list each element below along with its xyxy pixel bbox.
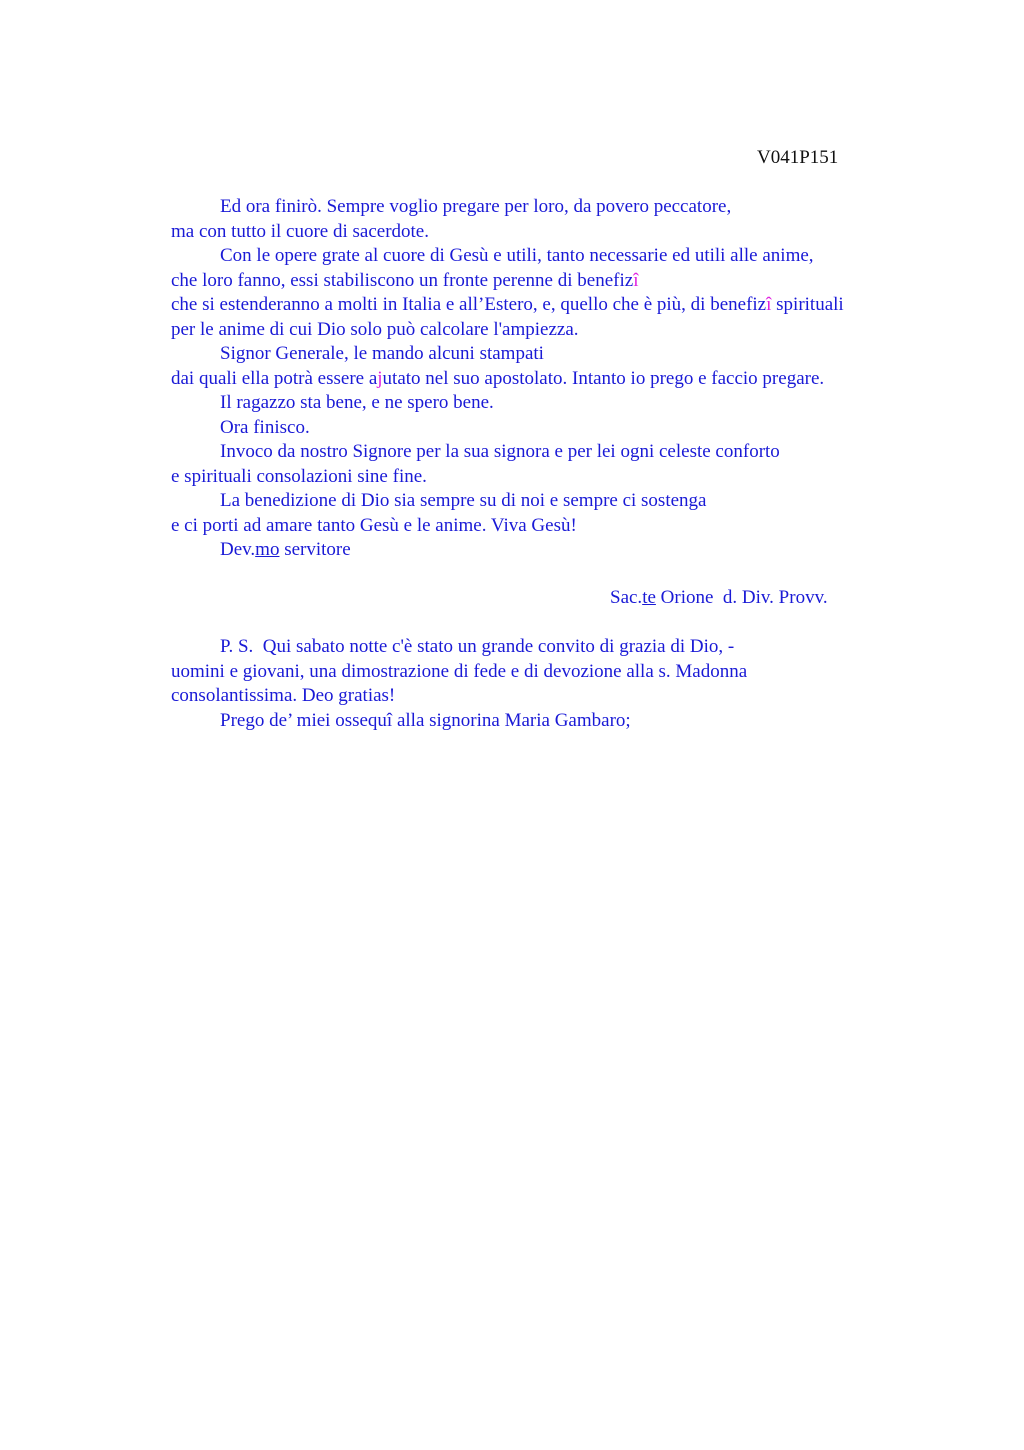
p6-line-2: e spirituali consolazioni sine fine. (171, 465, 427, 487)
p2-line-2-text: che loro fanno, essi stabiliscono un fronte perenne di benefiz (171, 269, 634, 291)
closing-line (171, 538, 931, 563)
p3-line-2 (171, 367, 931, 392)
p7-line-1: La benedizione di Dio sia sempre su di noi e sempre ci sostenga (220, 490, 707, 511)
ps-line-1: P. S. Qui sabato notte c'è stato un grande convito di grazia di Dio, - (220, 636, 735, 657)
page-identifier: V041P151 (757, 147, 839, 168)
p3-line-2-text-a: dai quali ella potrà essere a (171, 367, 378, 389)
ps-line-2: uomini e giovani, una dimostrazione di fede e di devozione alla s. Madonna (171, 660, 748, 682)
signature-sac: Sac. (610, 587, 643, 608)
p6-line-1: Invoco da nostro Signore per la sua signora e per lei ogni celeste conforto (220, 441, 780, 462)
p3-line-1: Signor Generale, le mando alcuni stampati (220, 343, 544, 364)
closing-dev: Dev. (220, 539, 256, 560)
p5-line: Ora finisco. (220, 416, 310, 438)
p2-line-2-highlight: î (633, 269, 639, 291)
p1-line-1: Ed ora finirò. Sempre voglio pregare per loro, da povero peccatore, (220, 196, 732, 217)
p1-line-2: ma con tutto il cuore di sacerdote. (171, 220, 429, 242)
p3-line-2-text-c: utato nel suo apostolato. Intanto io prego e faccio pregare. (382, 367, 825, 389)
p2-line-3 (171, 293, 931, 318)
postscript (171, 635, 931, 733)
p2-line-2 (171, 269, 931, 294)
closing-servitore: servitore (279, 539, 351, 560)
ps-line-4: Prego de’ miei ossequî alla signorina Maria Gambaro; (220, 709, 631, 731)
p7-line-2: e ci porti ad amare tanto Gesù e le anime. Viva Gesù! (171, 514, 577, 536)
closing-superscript: mo (255, 539, 280, 560)
p2-line-1: Con le opere grate al cuore di Gesù e utili, tanto necessarie ed utili alle anime, (220, 245, 814, 266)
signature-superscript: te (642, 587, 656, 608)
letter-body (171, 195, 931, 563)
p2-line-3-text-a: che si estenderanno a molti in Italia e all’Estero, e, quello che è più, di benefiz (171, 294, 767, 315)
p2-line-4: per le anime di cui Dio solo può calcolare l'ampiezza. (171, 318, 579, 340)
p4-line: Il ragazzo sta bene, e ne spero bene. (220, 392, 494, 413)
signature-name: Orione d. Div. Provv. (655, 587, 828, 608)
p3-line-2-highlight: j (377, 367, 383, 389)
signature (610, 586, 828, 611)
p2-line-3-text-c: spirituali (771, 294, 844, 315)
p2-line-3-highlight: î (766, 294, 772, 315)
ps-line-3: consolantissima. Deo gratias! (171, 685, 396, 706)
